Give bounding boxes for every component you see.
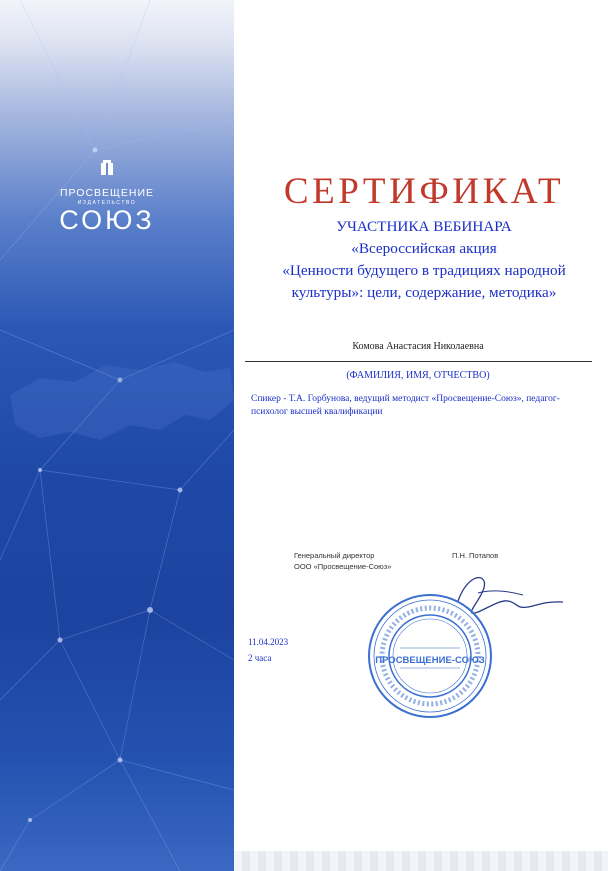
signer-org: ООО «Просвещение-Союз» <box>294 562 392 571</box>
issue-date: 11.04.2023 <box>248 637 289 647</box>
decorative-side-panel <box>0 0 234 871</box>
speaker-info: Спикер - Т.А. Горбунова, ведущий методист «Просвещение-Союз», педагог-психолог высшей квалификации <box>251 394 560 417</box>
participant-name: Комова Анастасия Николаевна <box>352 341 484 352</box>
subtitle-line-1: УЧАСТНИКА ВЕБИНАРА <box>336 218 512 235</box>
name-underline <box>245 361 592 362</box>
certificate-title: СЕРТИФИКАТ <box>283 171 565 212</box>
course-hours: 2 часа <box>248 653 272 663</box>
signer-role: Генеральный директор <box>294 551 375 560</box>
logo-main-text: СОЮЗ <box>59 205 155 235</box>
subtitle-line-2: «Всероссийская акция <box>351 240 497 257</box>
publisher-logo <box>0 160 214 236</box>
logo-sub-text: ИЗДАТЕЛЬСТВО <box>77 200 137 206</box>
seal-center-text: ПРОСВЕЩЕНИЕ-СОЮЗ <box>375 655 485 666</box>
subtitle-line-3: «Ценности будущего в традициях народной <box>282 262 566 279</box>
book-logo-icon <box>100 160 114 176</box>
logo-top-text: ПРОСВЕЩЕНИЕ <box>59 187 155 199</box>
signer-name: П.Н. Потапов <box>452 551 499 560</box>
bottom-border <box>234 851 608 871</box>
company-seal <box>366 592 494 720</box>
subtitle-line-4: культуры»: цели, содержание, методика» <box>291 284 557 301</box>
name-caption: (ФАМИЛИЯ, ИМЯ, ОТЧЕСТВО) <box>346 370 490 381</box>
network-pattern <box>0 0 234 871</box>
